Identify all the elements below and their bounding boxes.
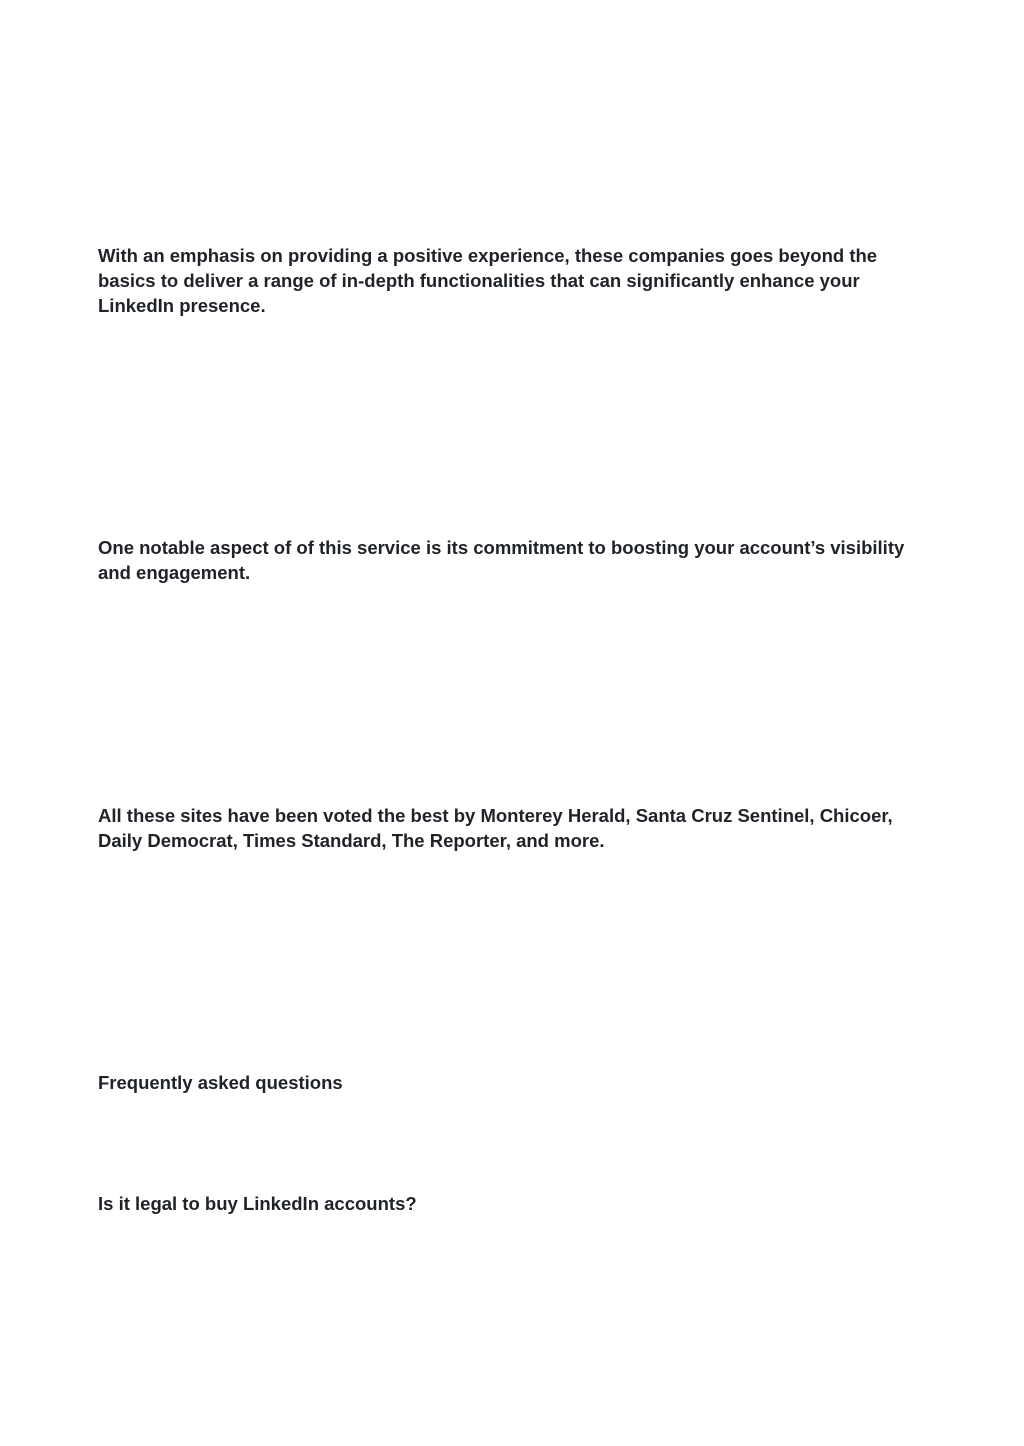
faq-heading: Frequently asked questions	[98, 1072, 343, 1093]
paragraph-notable-aspect: One notable aspect of of this service is its commitment to boosting your account’s visibility and engagement.	[98, 537, 905, 583]
faq-question: Is it legal to buy LinkedIn accounts?	[98, 1193, 417, 1214]
paragraph-emphasis-experience: With an emphasis on providing a positive experience, these companies goes beyond the basics to deliver a range of in-depth functionalities that can significantly enhance your LinkedIn presence.	[98, 245, 878, 316]
paragraph-voted-best: All these sites have been voted the best by Monterey Herald, Santa Cruz Sentinel, Chicoer, Daily Democrat, Times Standard, The Reporter, and more.	[98, 805, 893, 851]
